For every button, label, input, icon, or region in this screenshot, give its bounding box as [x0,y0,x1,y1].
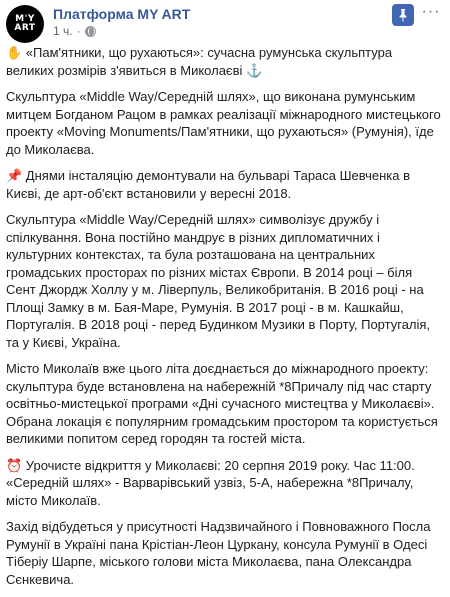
post-paragraph: ⏰ Урочисте відкриття у Миколаєві: 20 серпня 2019 року. Час 11:00. «Середній шлях» - Варварівський узвіз, 5-А, набережна *8Причалу, місто Миколаїв. [6,457,415,508]
page-name-link[interactable]: Платформа MY ART [53,6,191,22]
post-paragraph: Захід відбудеться у присутності Надзвичайного і Повноважного Посла Румунії в Україні пана Крістіан-Леон Цуркану, консула Румунії в Одесі Тіберіу Шарпе, міського голови міста Миколаєва, пана Олександра Сєнкевича. [6,519,431,587]
post-body [6,44,442,597]
post-timestamp[interactable]: 1 ч. [53,24,73,38]
more-options-icon[interactable]: ··· [421,3,441,20]
post-paragraph: ✋ «Пам'ятники, що рухаються»: сучасна румунська скульптура великих розмірів з'явиться в Миколаєві ⚓ [6,45,393,78]
post-meta: 1 ч. · [53,24,96,38]
post-paragraph: Скульптура «Middle Way/Середній шлях» символізує дружбу і спілкування. Вона постійно мандрує в різних дипломатичних і культурних контекстах, та була розташована на центральних громадських просторах по різних містах Європи. В 2014 році – біля Сент Джордж Холлу у м. Ліверпуль, Великобританія. В 2016 році - на Площі Замку в м. Бая-Маре, Румунія. В 2017 році - в м. Кашкайш, Португалія. В 2018 році - перед Будинком Музики в Порту, Португалія, та у Києві, Україна. [6,212,431,350]
pin-icon[interactable] [392,4,414,26]
post-paragraph: Скульптура «Middle Way/Середній шлях», що виконана румунським митцем Богданом Рацом в рамках реалізації міжнародного мистецького проекту «Moving Monuments/Пам'ятники, що рухаються» (Румунія), їде до Миколаєва. [6,89,441,157]
post-header [0,0,450,46]
avatar[interactable] [6,5,44,43]
avatar-text-line2: ART [14,23,36,33]
post-paragraph: 📌 Днями інсталяцію демонтували на бульварі Тараса Шевченка в Києві, де арт-об'єкт встановили у вересні 2018. [6,168,411,201]
post-paragraph: Місто Миколаїв вже цього літа доєднається до міжнародного проекту: скульптура буде встановлена на набережній *8Причалу під час старту освітньо-мистецької програми «Дні сучасного мистецтва у Миколаєві». Обрана локація є популярним громадським простором та користується великими попитом серед городян та гостей міста. [6,361,438,446]
pin-icon-graphic [397,8,409,22]
avatar-text-line1: M'Y [15,14,35,24]
globe-icon [85,26,96,37]
